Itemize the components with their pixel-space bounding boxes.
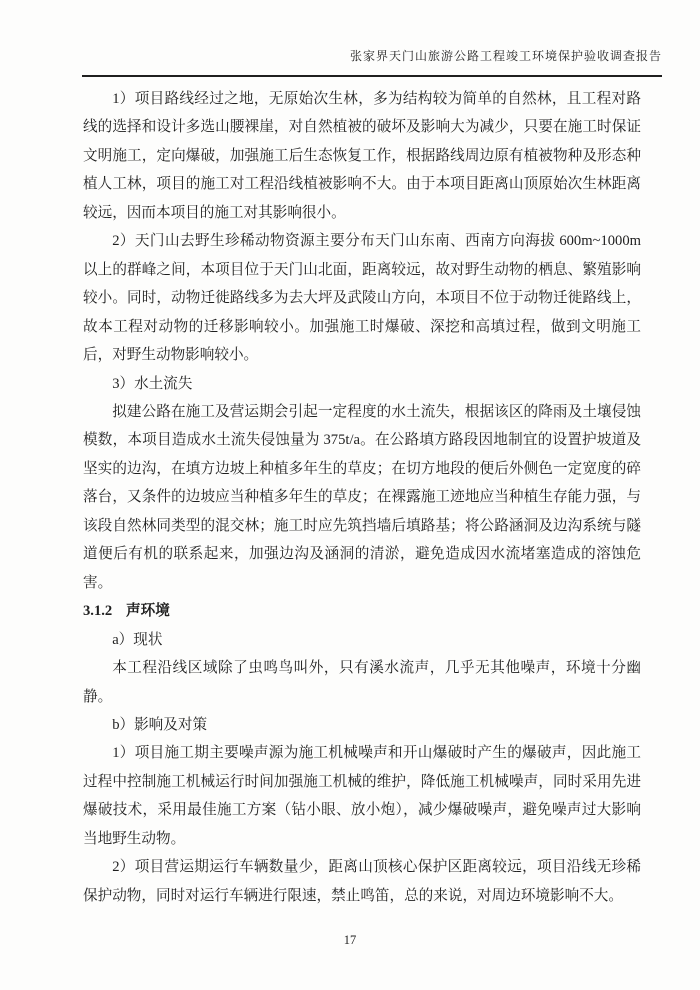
page-number: 17 bbox=[343, 933, 357, 947]
header-rule bbox=[82, 75, 662, 77]
paragraph-soil-erosion: 拟建公路在施工及营运期会引起一定程度的水土流失，根据该区的降雨及土壤侵蚀模数，本项目造成水土流失侵蚀量为 375t/a。在公路填方路段因地制宜的设置护坡道及坚实的边沟，在填方边坡上种植多年生的草皮；在切方地段的便后外侧色一定宽度的碎落台，又条件的边坡应当种植多年生的草皮；在裸露施工迹地应当种植生存能力强，与该段自然林同类型的混交林；施工时应先筑挡墙后填路基；将公路涵洞及边沟系统与隧道便后有机的联系起来，加强边沟及涵洞的清淤，避免造成因水流堵塞造成的溶蚀危害。 bbox=[83, 403, 641, 591]
section-heading-3-1-2 bbox=[83, 597, 641, 625]
page-header-title: 张家界天门山旅游公路工程竣工环境保护验收调查报告 bbox=[349, 49, 662, 63]
section-title: 声环境 bbox=[126, 603, 170, 620]
paragraph-vegetation-impact: 1）项目路线经过之地，无原始次生林，多为结构较为简单的自然林，且工程对路线的选择和设计多选山腰裸崖，对自然植被的破坏及影响大为减少，只要在施工时保证文明施工，定向爆破，加强施工后生态恢复工作，根据路线周边原有植被物种及形态种植人工林，项目的施工对工程沿线植被影响不大。由于本项目距离山顶原始次生林距离较远，因而本项目的施工对其影响很小。 bbox=[83, 91, 641, 221]
paragraph-operation-noise: 2）项目营运期运行车辆数量少，距离山顶核心保护区距离较远，项目沿线无珍稀保护动物，同时对运行车辆进行限速，禁止鸣笛，总的来说，对周边环境影响不大。 bbox=[83, 859, 641, 904]
paragraph-construction-noise: 1）项目施工期主要噪声源为施工机械噪声和开山爆破时产生的爆破声，因此施工过程中控制施工机械运行时间加强施工机械的维护，降低施工机械噪声，同时采用先进爆破技术，采用最佳施工方案（钻小眼、放小炮），减少爆破噪声，避免噪声过大影响当地野生动物。 bbox=[83, 745, 641, 847]
section-number: 3.1.2 bbox=[83, 603, 113, 620]
list-item-current-status: a）现状 bbox=[112, 631, 163, 648]
list-item-soil-erosion-title: 3）水土流失 bbox=[112, 375, 193, 392]
list-item-impact-countermeasures: b）影响及对策 bbox=[112, 716, 208, 733]
paragraph-wildlife-impact: 2）天门山去野生珍稀动物资源主要分布天门山东南、西南方向海拔 600m~1000m以上的群峰之间，本项目位于天门山北面，距离较远，故对野生动物的栖息、繁殖影响较小。同时，动物迁徙路线多为去大坪及武陵山方向，本项目不位于动物迁徙路线上，故本工程对动物的迁移影响较小。加强施工时爆破、深挖和高填过程，做到文明施工后，对野生动物影响较小。 bbox=[83, 233, 641, 364]
paragraph-noise-status: 本工程沿线区域除了虫鸣鸟叫外，只有溪水流声，几乎无其他噪声，环境十分幽静。 bbox=[83, 660, 641, 705]
document-body bbox=[83, 85, 641, 910]
